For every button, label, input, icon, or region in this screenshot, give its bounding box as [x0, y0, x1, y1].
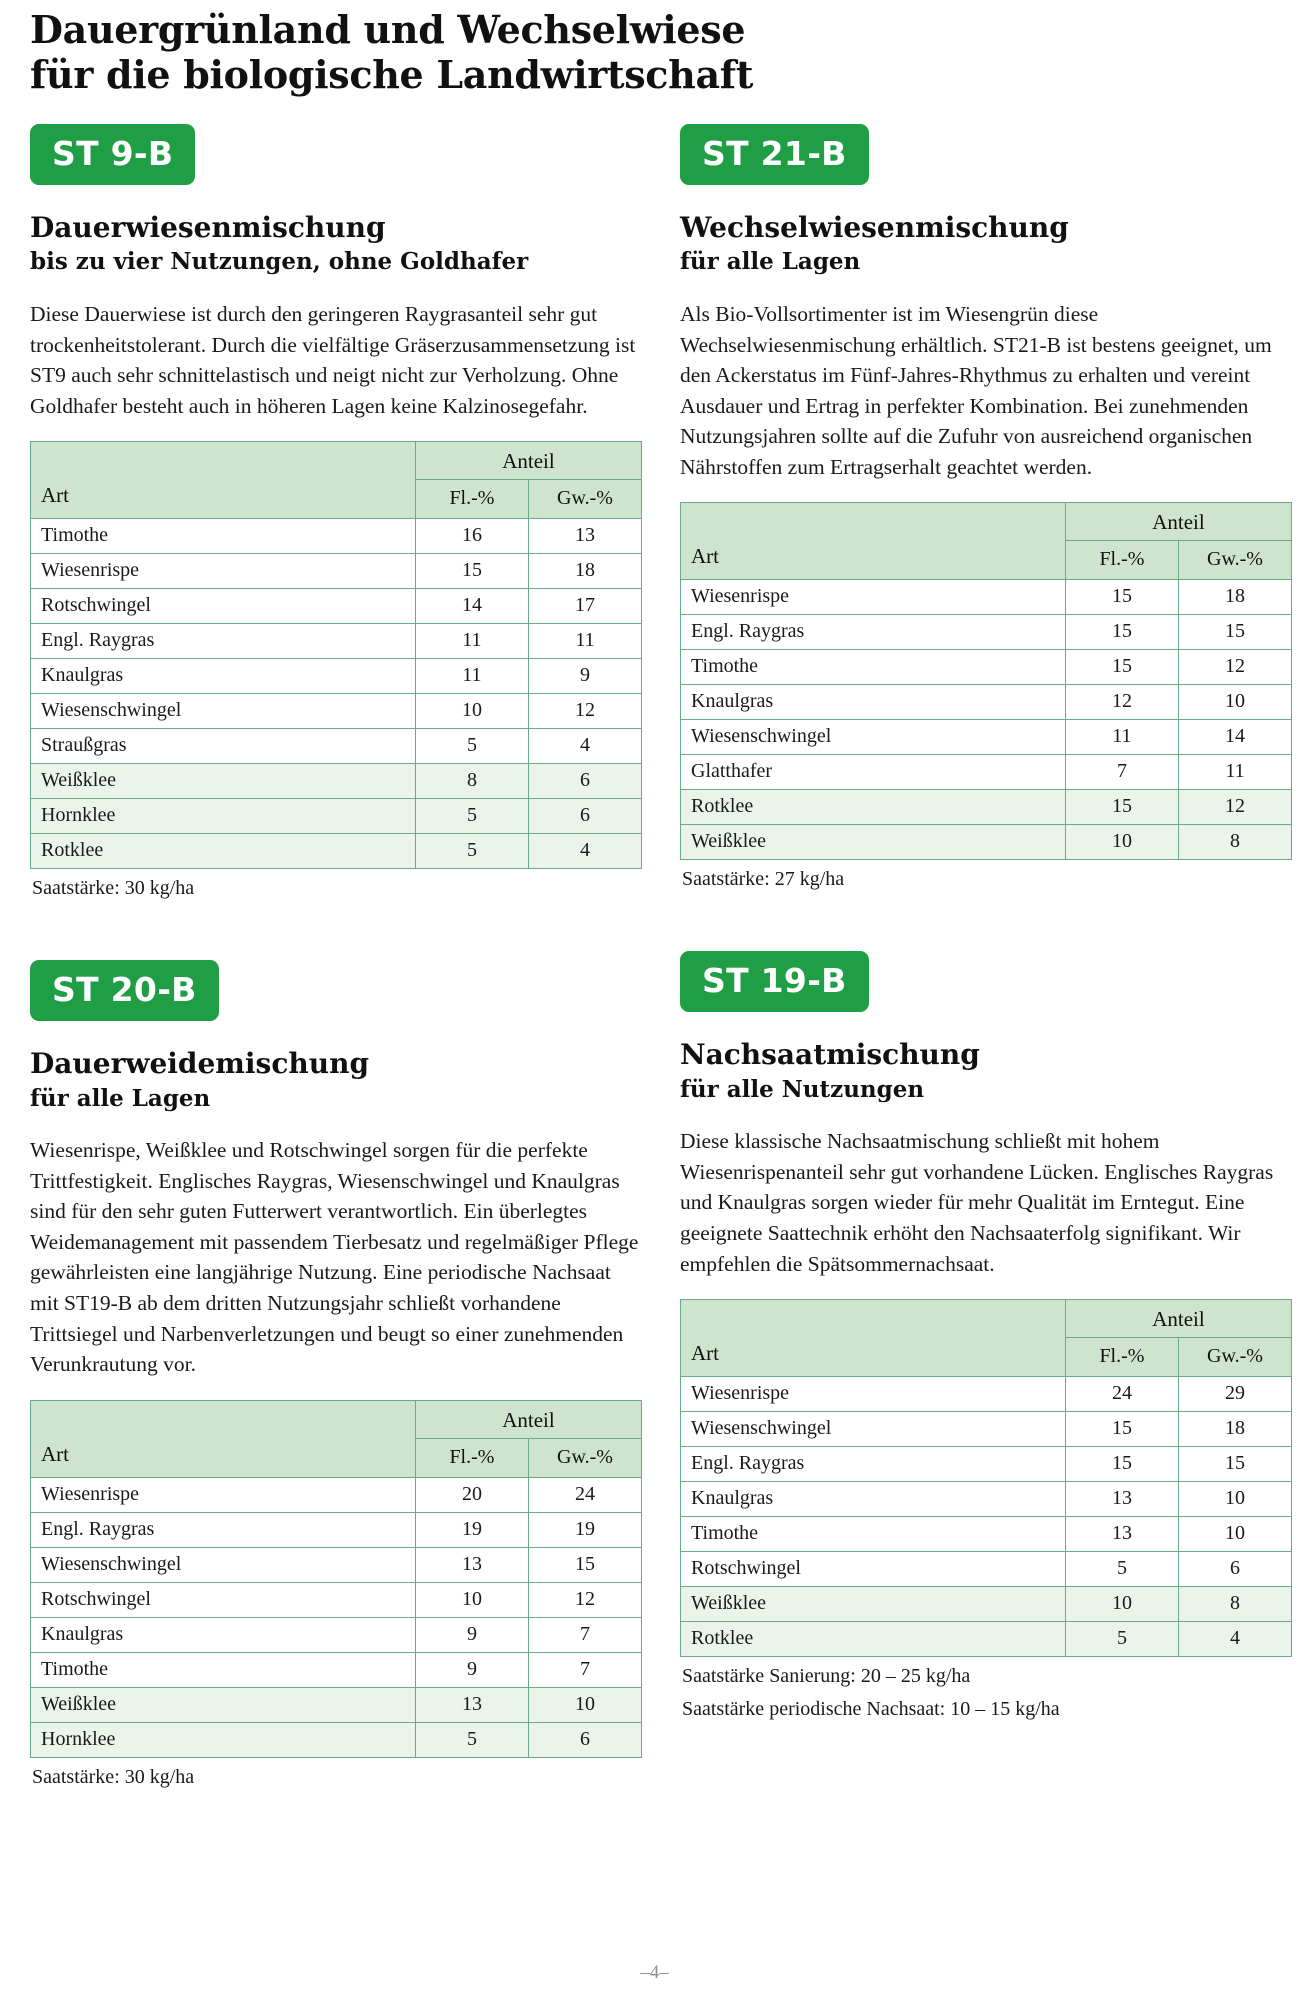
badge-st-19-b: ST 19-B: [680, 951, 869, 1012]
mixture-table-st-9-b: [30, 441, 642, 869]
cell-fl-percent: 13: [415, 1547, 528, 1582]
cell-fl-percent: 15: [1065, 790, 1178, 825]
column-header-art: Art: [681, 503, 1066, 580]
cell-species: Engl. Raygras: [681, 1447, 1066, 1482]
section-subtitle-st-19-b: für alle Nutzungen: [680, 1075, 925, 1103]
cell-species: Wiesenrispe: [681, 1377, 1066, 1412]
cell-gw-percent: 15: [528, 1547, 641, 1582]
cell-gw-percent: 8: [1178, 1587, 1291, 1622]
table-row: [681, 1447, 1292, 1482]
table-row: [681, 1377, 1292, 1412]
cell-species: Wiesenrispe: [31, 1477, 416, 1512]
mixture-table-st-21-b: [680, 502, 1292, 860]
cell-fl-percent: 9: [415, 1617, 528, 1652]
cell-fl-percent: 11: [1065, 720, 1178, 755]
cell-gw-percent: 12: [1178, 650, 1291, 685]
cell-gw-percent: 15: [1178, 615, 1291, 650]
column-header-anteil: Anteil: [415, 1400, 641, 1438]
cell-fl-percent: 13: [415, 1687, 528, 1722]
cell-species: Rotschwingel: [31, 589, 416, 624]
cell-gw-percent: 10: [1178, 685, 1291, 720]
table-row: [31, 659, 642, 694]
cell-species: Engl. Raygras: [31, 1512, 416, 1547]
cell-species: Timothe: [681, 650, 1066, 685]
cell-fl-percent: 15: [415, 554, 528, 589]
column-header-anteil: Anteil: [1065, 1300, 1291, 1338]
table-row: [31, 729, 642, 764]
cell-gw-percent: 24: [528, 1477, 641, 1512]
cell-gw-percent: 7: [528, 1652, 641, 1687]
table-row: [31, 1617, 642, 1652]
section-description-st-20-b: Wiesenrispe, Weißklee und Rotschwingel sorgen für die perfekte Trittfestigkeit. Englisches Raygras, Wiesenschwingel und Knaulgras sind für den sehr guten Futterwert verantwortlich. Ein überlegtes Weidemanagement mit passendem Tierbesatz und regelmäßiger Pflege gewährleisten eine langjährige Nutzung. Eine periodische Nachsaat mit ST19-B ab dem dritten Nutzungsjahr schließt vorhandene Trittsiegel und Narbenverletzungen und beugt so einer zunehmenden Verunkrautung vor.: [30, 1138, 639, 1377]
table-row: [31, 589, 642, 624]
table-header-row-top: [681, 1300, 1292, 1338]
column-header-gw-percent: Gw.-%: [528, 480, 641, 519]
column-header-gw-percent: Gw.-%: [528, 1438, 641, 1477]
cell-gw-percent: 8: [1178, 825, 1291, 860]
section-st-21-b: [680, 124, 1292, 893]
left-column: [30, 124, 642, 1797]
table-row: [681, 720, 1292, 755]
cell-species: Wiesenschwingel: [31, 694, 416, 729]
section-description-st-19-b: Diese klassische Nachsaatmischung schließt mit hohem Wiesenrispenanteil sehr gut vorhandene Lücken. Englisches Raygras und Knaulgras sorgen wieder für mehr Qualität im Erntegut. Eine geeignete Saattechnik erhöht den Nachsaaterfolg signifikant. Wir empfehlen die Spätsommernachsaat.: [680, 1129, 1274, 1276]
section-subtitle-st-9-b: bis zu vier Nutzungen, ohne Goldhafer: [30, 248, 529, 276]
mixture-table-st-20-b: [30, 1400, 642, 1758]
table-row: [31, 519, 642, 554]
seed-rate-note: Saatstärke: 30 kg/ha: [32, 877, 195, 900]
seed-rate-note-sanierung: Saatstärke Sanierung: 20 – 25 kg/ha: [682, 1665, 971, 1688]
two-column-layout: [30, 124, 1279, 1797]
table-row: [31, 1652, 642, 1687]
cell-fl-percent: 7: [1065, 755, 1178, 790]
table-row: [681, 1412, 1292, 1447]
table-row: [31, 834, 642, 869]
column-header-art: Art: [31, 442, 416, 519]
seed-rate-note-nachsaat: Saatstärke periodische Nachsaat: 10 – 15 kg/ha: [682, 1698, 1060, 1721]
column-header-art: Art: [31, 1400, 416, 1477]
cell-fl-percent: 5: [415, 1722, 528, 1757]
cell-fl-percent: 11: [415, 659, 528, 694]
mixture-table-body-st-19-b: [681, 1377, 1292, 1657]
table-row: [681, 580, 1292, 615]
column-header-fl-percent: Fl.-%: [415, 1438, 528, 1477]
cell-gw-percent: 12: [528, 694, 641, 729]
table-row: [681, 1552, 1292, 1587]
column-header-fl-percent: Fl.-%: [1065, 1338, 1178, 1377]
cell-gw-percent: 4: [528, 729, 641, 764]
cell-gw-percent: 18: [528, 554, 641, 589]
cell-species: Knaulgras: [31, 1617, 416, 1652]
table-row: [31, 1547, 642, 1582]
cell-species: Weißklee: [681, 825, 1066, 860]
table-row: [31, 764, 642, 799]
cell-fl-percent: 24: [1065, 1377, 1178, 1412]
section-subtitle-st-20-b: für alle Lagen: [30, 1084, 211, 1112]
cell-species: Weißklee: [31, 1687, 416, 1722]
cell-fl-percent: 5: [415, 834, 528, 869]
cell-species: Timothe: [681, 1517, 1066, 1552]
cell-gw-percent: 4: [528, 834, 641, 869]
badge-st-9-b: ST 9-B: [30, 124, 195, 185]
cell-fl-percent: 5: [415, 729, 528, 764]
cell-fl-percent: 15: [1065, 580, 1178, 615]
table-row: [681, 1517, 1292, 1552]
table-row: [31, 1512, 642, 1547]
cell-gw-percent: 15: [1178, 1447, 1291, 1482]
table-row: [31, 554, 642, 589]
badge-st-21-b: ST 21-B: [680, 124, 869, 185]
column-header-art: Art: [681, 1300, 1066, 1377]
section-st-20-b: [30, 960, 642, 1790]
cell-species: Glatthafer: [681, 755, 1066, 790]
column-header-gw-percent: Gw.-%: [1178, 541, 1291, 580]
section-description-st-9-b: Diese Dauerwiese ist durch den geringeren Raygrasanteil sehr gut trockenheitstolerant. Durch die vielfältige Gräserzusammensetzung ist ST9 auch sehr schnittelastisch und neigt nicht zur Verholzung. Ohne Goldhafer besteht auch in höheren Lagen keine Kalzinosegefahr.: [30, 302, 636, 418]
cell-gw-percent: 12: [528, 1582, 641, 1617]
cell-species: Rotklee: [31, 834, 416, 869]
table-header-row-top: [31, 1400, 642, 1438]
mixture-table-body-st-9-b: [31, 519, 642, 869]
cell-species: Rotschwingel: [31, 1582, 416, 1617]
cell-gw-percent: 19: [528, 1512, 641, 1547]
table-row: [681, 615, 1292, 650]
cell-fl-percent: 12: [1065, 685, 1178, 720]
cell-fl-percent: 13: [1065, 1482, 1178, 1517]
cell-species: Wiesenschwingel: [31, 1547, 416, 1582]
table-row: [681, 790, 1292, 825]
cell-fl-percent: 13: [1065, 1517, 1178, 1552]
cell-gw-percent: 10: [1178, 1517, 1291, 1552]
section-subtitle-st-21-b: für alle Lagen: [680, 248, 861, 276]
cell-gw-percent: 17: [528, 589, 641, 624]
cell-species: Straußgras: [31, 729, 416, 764]
cell-gw-percent: 12: [1178, 790, 1291, 825]
cell-fl-percent: 15: [1065, 615, 1178, 650]
mixture-table-st-19-b: [680, 1299, 1292, 1657]
table-row: [31, 694, 642, 729]
cell-species: Rotklee: [681, 790, 1066, 825]
cell-gw-percent: 18: [1178, 580, 1291, 615]
table-row: [681, 755, 1292, 790]
cell-species: Rotschwingel: [681, 1552, 1066, 1587]
cell-gw-percent: 6: [1178, 1552, 1291, 1587]
notes-st-20-b: [30, 1764, 642, 1791]
cell-fl-percent: 5: [1065, 1552, 1178, 1587]
cell-species: Engl. Raygras: [31, 624, 416, 659]
cell-gw-percent: 9: [528, 659, 641, 694]
cell-fl-percent: 11: [415, 624, 528, 659]
cell-species: Timothe: [31, 519, 416, 554]
cell-fl-percent: 10: [1065, 825, 1178, 860]
cell-gw-percent: 13: [528, 519, 641, 554]
table-header-row-top: [681, 503, 1292, 541]
page-title-line-2: für die biologische Landwirtschaft: [30, 51, 754, 97]
column-header-anteil: Anteil: [415, 442, 641, 480]
cell-species: Engl. Raygras: [681, 615, 1066, 650]
table-row: [31, 624, 642, 659]
cell-fl-percent: 15: [1065, 1412, 1178, 1447]
section-title-st-21-b: Wechselwiesenmischung: [680, 210, 1069, 244]
cell-fl-percent: 9: [415, 1652, 528, 1687]
cell-gw-percent: 7: [528, 1617, 641, 1652]
cell-fl-percent: 5: [1065, 1622, 1178, 1657]
column-header-fl-percent: Fl.-%: [415, 480, 528, 519]
cell-species: Wiesenschwingel: [681, 720, 1066, 755]
section-st-19-b: [680, 951, 1292, 1723]
notes-st-19-b: [680, 1663, 1292, 1723]
cell-gw-percent: 6: [528, 1722, 641, 1757]
table-row: [681, 650, 1292, 685]
table-row: [31, 1582, 642, 1617]
cell-species: Knaulgras: [681, 685, 1066, 720]
table-row: [31, 799, 642, 834]
table-row: [31, 1722, 642, 1757]
cell-gw-percent: 6: [528, 764, 641, 799]
cell-species: Rotklee: [681, 1622, 1066, 1657]
page-number: –4–: [640, 1962, 669, 1983]
table-row: [681, 1622, 1292, 1657]
cell-gw-percent: 14: [1178, 720, 1291, 755]
section-st-9-b: [30, 124, 642, 902]
cell-gw-percent: 10: [528, 1687, 641, 1722]
cell-species: Hornklee: [31, 1722, 416, 1757]
cell-species: Weißklee: [31, 764, 416, 799]
cell-fl-percent: 10: [415, 1582, 528, 1617]
table-row: [681, 1587, 1292, 1622]
cell-fl-percent: 14: [415, 589, 528, 624]
cell-fl-percent: 10: [415, 694, 528, 729]
column-header-gw-percent: Gw.-%: [1178, 1338, 1291, 1377]
cell-fl-percent: 15: [1065, 1447, 1178, 1482]
notes-st-21-b: [680, 866, 1292, 893]
cell-gw-percent: 6: [528, 799, 641, 834]
section-title-st-9-b: Dauerwiesenmischung: [30, 210, 386, 244]
table-row: [681, 1482, 1292, 1517]
cell-species: Timothe: [31, 1652, 416, 1687]
cell-species: Wiesenrispe: [31, 554, 416, 589]
badge-st-20-b: ST 20-B: [30, 960, 219, 1021]
cell-species: Wiesenschwingel: [681, 1412, 1066, 1447]
cell-fl-percent: 19: [415, 1512, 528, 1547]
seed-rate-note: Saatstärke: 27 kg/ha: [682, 868, 845, 891]
table-row: [681, 825, 1292, 860]
page-title: [30, 8, 1279, 98]
cell-gw-percent: 11: [1178, 755, 1291, 790]
notes-st-9-b: [30, 875, 642, 902]
cell-fl-percent: 5: [415, 799, 528, 834]
section-title-st-20-b: Dauerweidemischung: [30, 1047, 370, 1081]
table-row: [31, 1687, 642, 1722]
mixture-table-body-st-21-b: [681, 580, 1292, 860]
section-description-st-21-b: Als Bio-Vollsortimenter ist im Wiesengrün diese Wechselwiesenmischung erhältlich. ST21-B ist bestens geeignet, um den Ackerstatus im Fünf-Jahres-Rhythmus zu erhalten und vereint Ausdauer und Ertrag in perfekter Kombination. Bei zunehmenden Nutzungsjahren sollte auf die Zufuhr von ausreichend organischen Nährstoffen zum Ertragserhalt geachtet werden.: [680, 302, 1272, 479]
cell-fl-percent: 16: [415, 519, 528, 554]
cell-fl-percent: 15: [1065, 650, 1178, 685]
cell-species: Knaulgras: [681, 1482, 1066, 1517]
cell-gw-percent: 11: [528, 624, 641, 659]
mixture-table-body-st-20-b: [31, 1477, 642, 1757]
seed-rate-note: Saatstärke: 30 kg/ha: [32, 1765, 195, 1788]
section-title-st-19-b: Nachsaatmischung: [680, 1038, 980, 1072]
cell-fl-percent: 8: [415, 764, 528, 799]
cell-fl-percent: 10: [1065, 1587, 1178, 1622]
cell-fl-percent: 20: [415, 1477, 528, 1512]
table-header-row-top: [31, 442, 642, 480]
cell-species: Knaulgras: [31, 659, 416, 694]
cell-gw-percent: 18: [1178, 1412, 1291, 1447]
column-header-fl-percent: Fl.-%: [1065, 541, 1178, 580]
page-title-line-1: Dauergrünland und Wechselwiese: [30, 7, 746, 52]
column-header-anteil: Anteil: [1065, 503, 1291, 541]
cell-gw-percent: 29: [1178, 1377, 1291, 1412]
cell-species: Weißklee: [681, 1587, 1066, 1622]
cell-species: Wiesenrispe: [681, 580, 1066, 615]
cell-gw-percent: 10: [1178, 1482, 1291, 1517]
cell-gw-percent: 4: [1178, 1622, 1291, 1657]
right-column: [680, 124, 1292, 1729]
table-row: [31, 1477, 642, 1512]
cell-species: Hornklee: [31, 799, 416, 834]
table-row: [681, 685, 1292, 720]
